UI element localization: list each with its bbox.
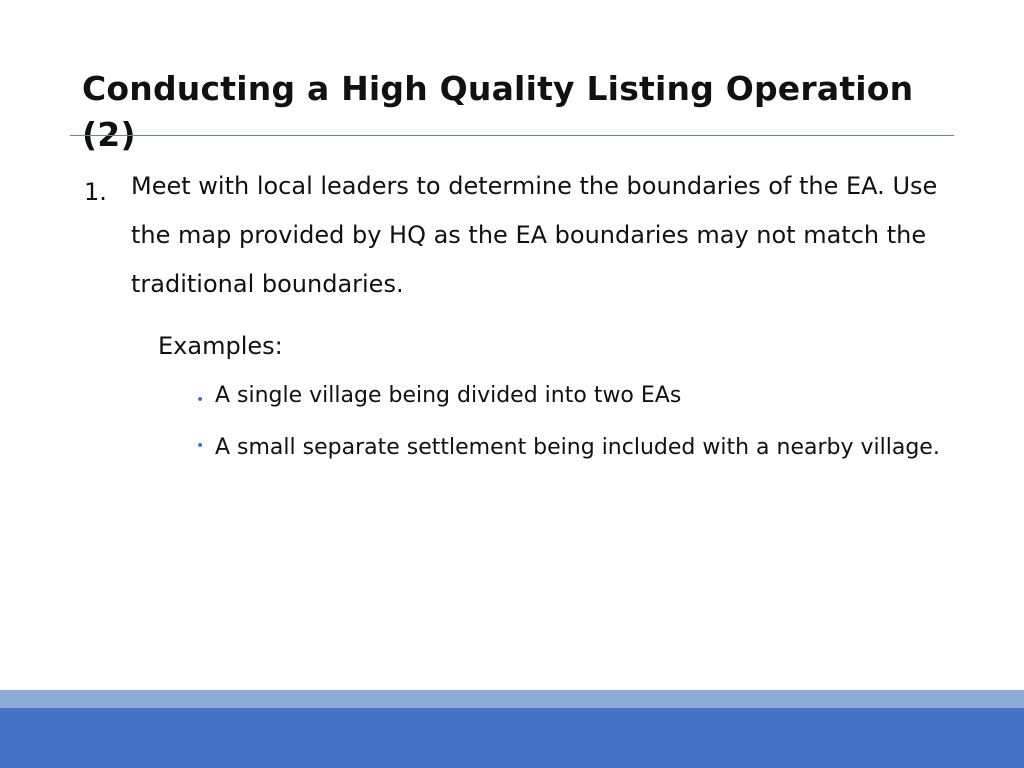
list-item-text: Meet with local leaders to determine the boundaries of the EA. Use the map provided by HQ as the EA boundaries may not match the traditional boundaries. [131, 172, 938, 298]
footer-band-light [0, 690, 1024, 708]
sub-bullet-text: A single village being divided into two EAs [215, 383, 682, 408]
sub-bullet-text: A small separate settlement being included with a nearby village. [215, 435, 940, 460]
title-divider [70, 135, 954, 136]
bullet-icon: • [196, 392, 205, 408]
slide-title: Conducting a High Quality Listing Operation (2) [82, 69, 914, 154]
bullet-icon: • [196, 438, 205, 454]
footer-band-dark [0, 708, 1024, 768]
examples-label: Examples: [158, 332, 283, 360]
list-item-number: 1. [84, 178, 107, 206]
